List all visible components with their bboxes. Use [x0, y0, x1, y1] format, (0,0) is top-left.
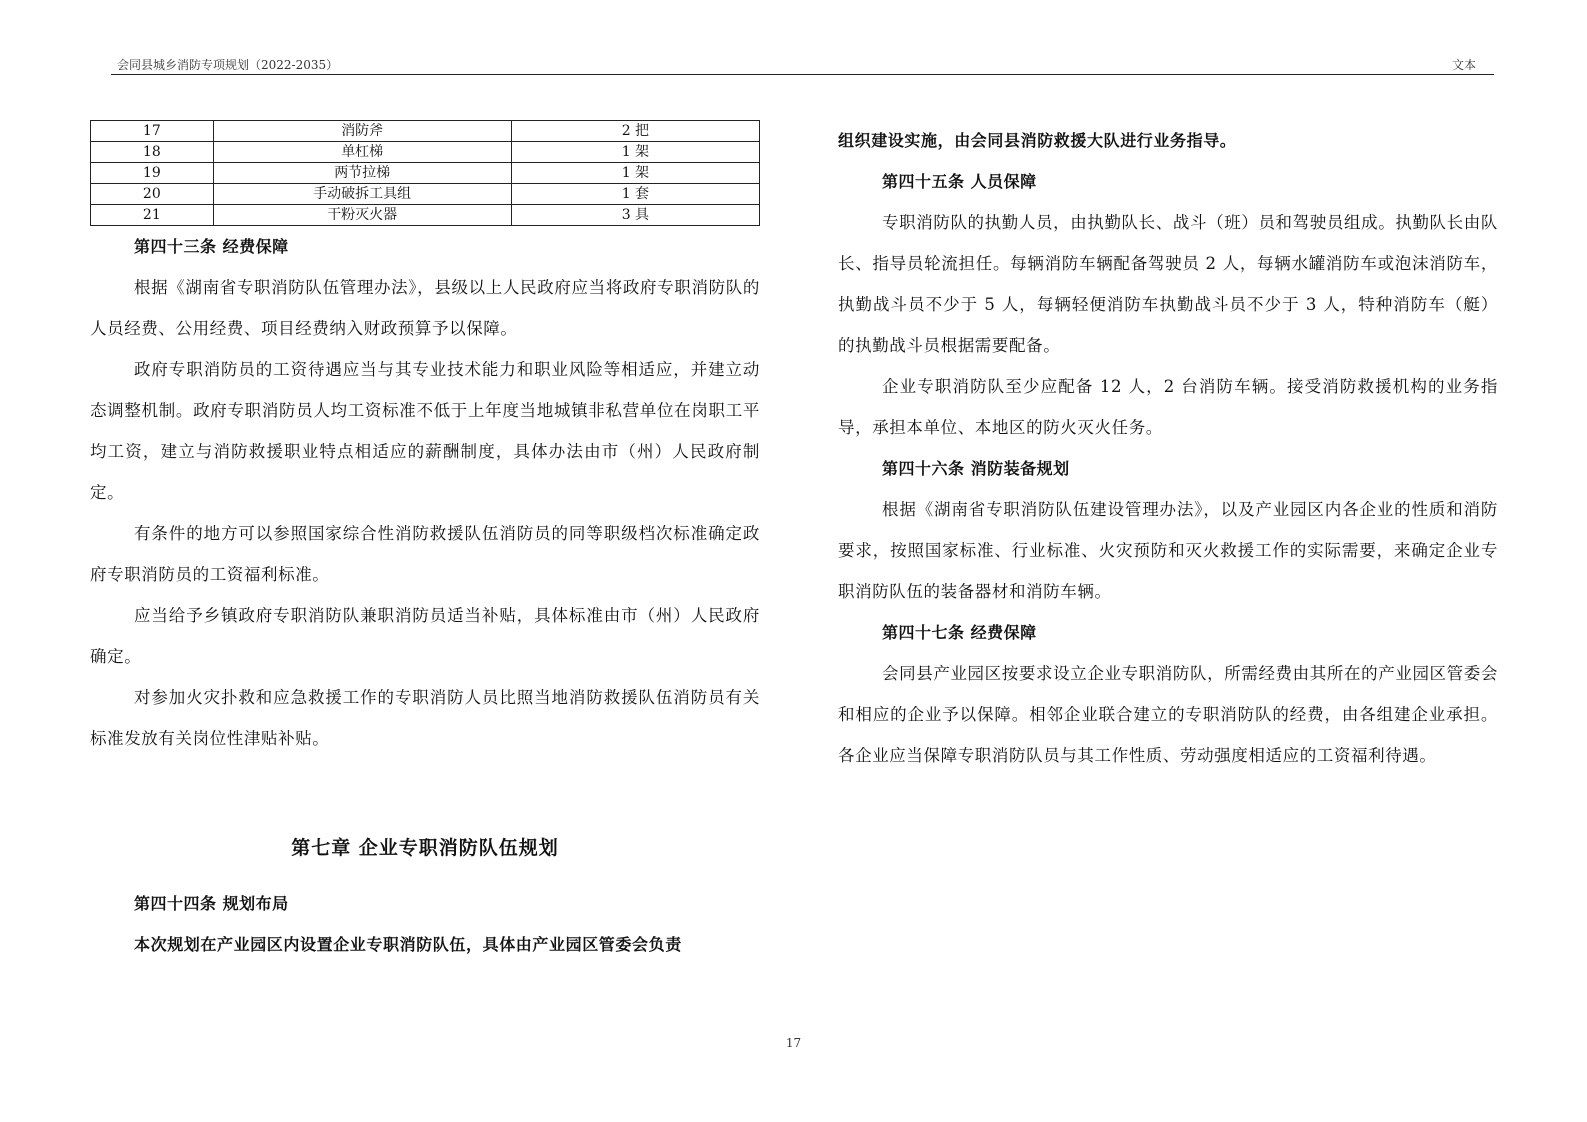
- article-43-paragraph-4: 应当给予乡镇政府专职消防队兼职消防员适当补贴，具体标准由市（州）人民政府确定。: [90, 606, 760, 666]
- article-46-title: 第四十六条 消防装备规划: [882, 459, 1070, 478]
- right-column: [838, 120, 1498, 776]
- article-45-paragraph-2: 企业专职消防队至少应配备 12 人，2 台消防车辆。接受消防救援机构的业务指导，承担本单位、本地区的防火灭火任务。: [838, 377, 1498, 437]
- article-43-paragraph-5: 对参加火灾扑救和应急救援工作的专职消防人员比照当地消防救援队伍消防员有关标准发放有关岗位性津贴补贴。: [90, 688, 760, 748]
- article-46-paragraph-1: 根据《湖南省专职消防队伍建设管理办法》，以及产业园区内各企业的性质和消防要求，按照国家标准、行业标准、火灾预防和灭火救援工作的实际需要，来确定企业专职消防队伍的装备器材和消防车辆。: [838, 500, 1498, 601]
- article-44-paragraph-1: 本次规划在产业园区内设置企业专职消防队伍，具体由产业园区管委会负责: [134, 935, 682, 954]
- table-row: [91, 121, 760, 142]
- chapter-7-heading: 第七章 企业专职消防队伍规划: [291, 837, 559, 859]
- table-cell-item: 消防斧: [213, 121, 511, 142]
- article-45-title: 第四十五条 人员保障: [882, 172, 1037, 191]
- article-43-title: 第四十三条 经费保障: [134, 237, 289, 256]
- table-cell-quantity: 3 具: [511, 205, 759, 226]
- document-title: 会同县城乡消防专项规划（2022-2035）: [117, 58, 339, 72]
- article-43-paragraph-2: 政府专职消防员的工资待遇应当与其专业技术能力和职业风险等相适应，并建立动态调整机制。政府专职消防员人均工资标准不低于上年度当地城镇非私营单位在岗职工平均工资，建立与消防救援职业特点相适应的薪酬制度，具体办法由市（州）人民政府制定。: [90, 360, 760, 502]
- table-row: [91, 184, 760, 205]
- table-cell-item: 两节拉梯: [213, 163, 511, 184]
- table-cell-quantity: 1 套: [511, 184, 759, 205]
- table-cell-index: 18: [91, 142, 214, 163]
- header-section-label: 文本: [1451, 58, 1476, 72]
- article-43-paragraph-3: 有条件的地方可以参照国家综合性消防救援队伍消防员的同等职级档次标准确定政府专职消防员的工资福利标准。: [90, 524, 760, 584]
- article-45-paragraph-1: 专职消防队的执勤人员，由执勤队长、战斗（班）员和驾驶员组成。执勤队长由队长、指导员轮流担任。每辆消防车辆配备驾驶员 2 人，每辆水罐消防车或泡沫消防车，执勤战斗员不少于 5 人，每辆轻便消防车执勤战斗员不少于 3 人，特种消防车（艇）的执勤战斗员根据需要配备。: [838, 213, 1498, 355]
- table-cell-item: 单杠梯: [213, 142, 511, 163]
- equipment-table: [90, 120, 760, 226]
- page-header: [111, 54, 1494, 75]
- table-cell-quantity: 2 把: [511, 121, 759, 142]
- article-47-title: 第四十七条 经费保障: [882, 623, 1037, 642]
- table-row: [91, 205, 760, 226]
- table-row: [91, 142, 760, 163]
- table-cell-item: 干粉灭火器: [213, 205, 511, 226]
- table-cell-item: 手动破拆工具组: [213, 184, 511, 205]
- table-cell-index: 19: [91, 163, 214, 184]
- article-47-paragraph-1: 会同县产业园区按要求设立企业专职消防队，所需经费由其所在的产业园区管委会和相应的企业予以保障。相邻企业联合建立的专职消防队的经费，由各组建企业承担。各企业应当保障专职消防队员与其工作性质、劳动强度相适应的工资福利待遇。: [838, 664, 1498, 765]
- table-cell-index: 21: [91, 205, 214, 226]
- table-cell-quantity: 1 架: [511, 163, 759, 184]
- article-44-paragraph-1-continued: 组织建设实施，由会同县消防救援大队进行业务指导。: [838, 131, 1237, 150]
- page-number: 17: [785, 1036, 802, 1050]
- article-44-title: 第四十四条 规划布局: [134, 894, 289, 913]
- article-43-paragraph-1: 根据《湖南省专职消防队伍管理办法》，县级以上人民政府应当将政府专职消防队的人员经费、公用经费、项目经费纳入财政预算予以保障。: [90, 278, 760, 338]
- table-cell-index: 20: [91, 184, 214, 205]
- left-column: [90, 120, 760, 965]
- table-row: [91, 163, 760, 184]
- table-cell-quantity: 1 架: [511, 142, 759, 163]
- table-cell-index: 17: [91, 121, 214, 142]
